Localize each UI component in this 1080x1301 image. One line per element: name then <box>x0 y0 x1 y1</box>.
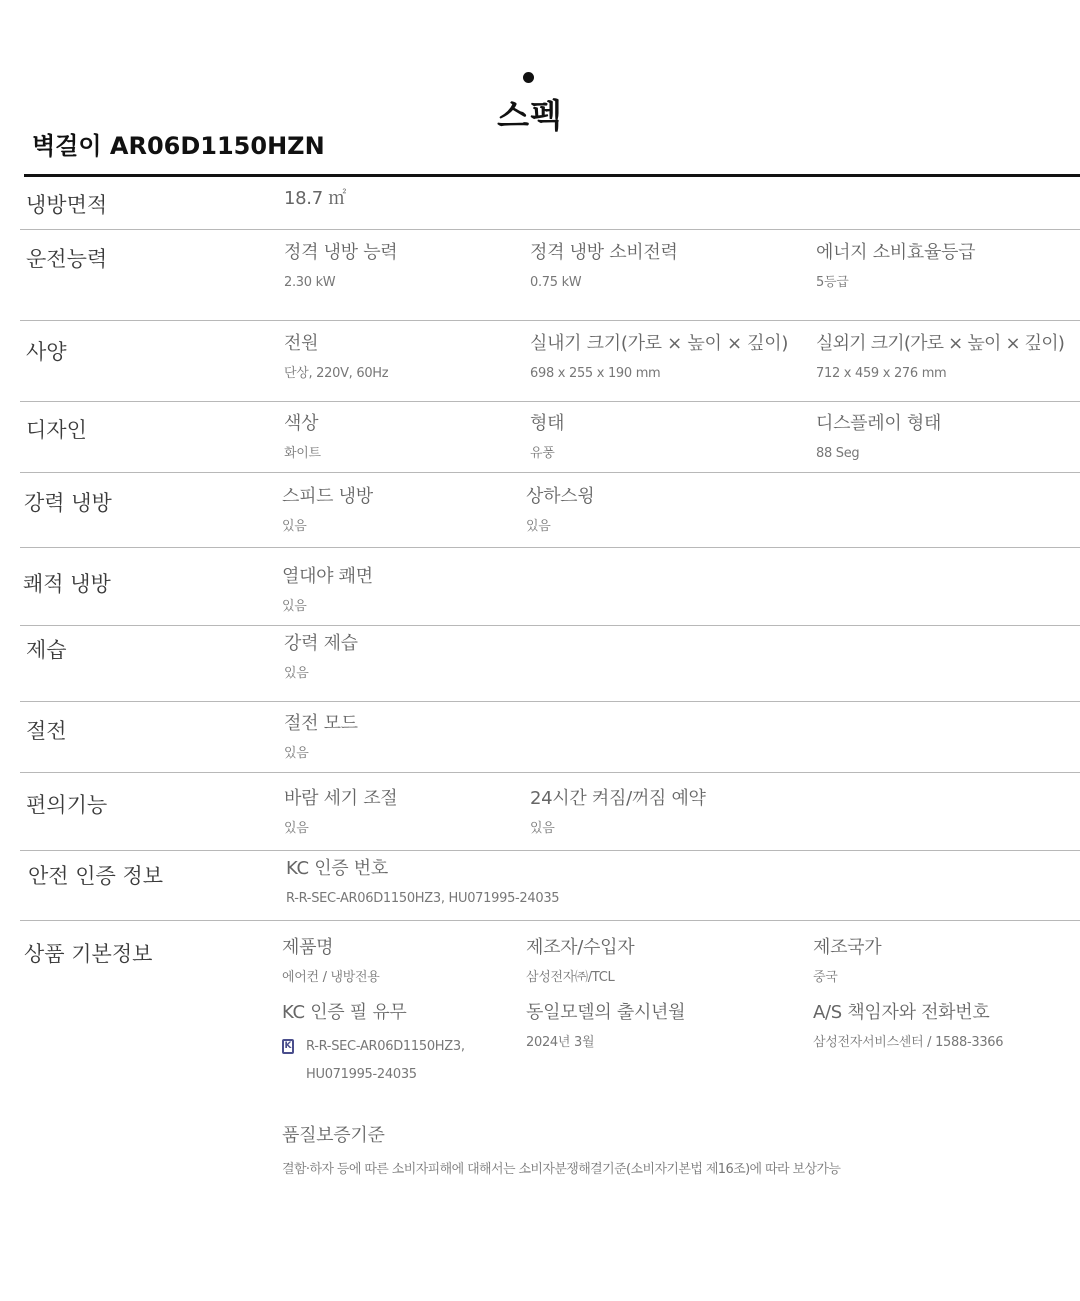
spec-value: 있음 <box>284 746 309 761</box>
spec-value: 0.75 kW <box>530 275 582 290</box>
spec-label: 색상 <box>284 413 319 434</box>
category-label: 사양 <box>26 340 67 364</box>
spec-label: 스피드 냉방 <box>282 486 373 507</box>
spec-label: 실내기 크기(가로 × 높이 × 깊이) <box>530 333 789 354</box>
spec-label: 열대야 쾌면 <box>282 566 373 587</box>
spec-label: KC 인증 필 유무 <box>282 1002 407 1023</box>
spec-row-spec <box>20 321 1080 402</box>
spec-value: 삼성전자서비스센터 / 1588-3366 <box>813 1035 1004 1050</box>
spec-value: R-R-SEC-AR06D1150HZ3, HU071995-24035 <box>286 891 560 906</box>
spec-value: 화이트 <box>284 446 321 461</box>
spec-item <box>284 333 388 382</box>
spec-item <box>813 937 881 986</box>
spec-item <box>526 1002 685 1051</box>
spec-item <box>530 413 564 462</box>
spec-value: 삼성전자㈜/TCL <box>526 970 615 985</box>
spec-item <box>530 788 706 837</box>
spec-label: 동일모델의 출시년월 <box>526 1002 686 1023</box>
spec-row-saving <box>20 702 1080 773</box>
spec-label: 절전 모드 <box>284 713 358 734</box>
spec-item <box>816 333 1064 382</box>
spec-value: 에어컨 / 냉방전용 <box>282 970 380 985</box>
spec-item <box>813 1002 1003 1051</box>
spec-label: 전원 <box>284 333 319 354</box>
spec-item <box>284 788 397 837</box>
spec-item <box>284 242 397 291</box>
spec-label: 제조자/수입자 <box>526 937 635 958</box>
spec-row-basic <box>20 921 1080 1191</box>
spec-item <box>816 413 941 462</box>
spec-value: 5등급 <box>816 275 849 290</box>
spec-row-dehumid <box>20 626 1080 702</box>
spec-item <box>284 413 321 462</box>
spec-item <box>530 333 788 382</box>
spec-value: R-R-SEC-AR06D1150HZ3, HU071995-24035 <box>306 1039 465 1082</box>
spec-value: 유풍 <box>530 446 555 461</box>
spec-label: 상하스윙 <box>526 486 595 507</box>
spec-label: 품질보증기준 <box>282 1125 385 1146</box>
spec-label: A/S 책임자와 전화번호 <box>813 1002 990 1023</box>
spec-value: 698 x 255 x 190 mm <box>530 366 661 381</box>
spec-item <box>284 713 358 762</box>
category-label: 디자인 <box>26 418 87 442</box>
spec-value: 있음 <box>284 821 309 836</box>
spec-item <box>282 486 373 535</box>
spec-label: KC 인증 번호 <box>286 858 388 879</box>
category-label: 강력 냉방 <box>24 491 112 515</box>
spec-label: 바람 세기 조절 <box>284 788 398 809</box>
spec-row-capacity <box>20 230 1080 321</box>
spec-value: 18.7 ㎡ <box>284 188 346 209</box>
category-label: 편의기능 <box>26 793 108 817</box>
spec-row-area <box>20 177 1080 230</box>
spec-label: 에너지 소비효율등급 <box>816 242 976 263</box>
category-label: 안전 인증 정보 <box>28 864 164 888</box>
spec-row-comfort-cooling <box>20 548 1080 626</box>
spec-item <box>284 188 346 210</box>
title-dot-icon <box>523 72 534 83</box>
spec-label: 강력 제습 <box>284 633 358 654</box>
spec-label: 제품명 <box>282 937 334 958</box>
spec-item <box>282 1125 840 1177</box>
spec-row-power-cooling <box>20 473 1080 548</box>
spec-item <box>286 858 559 907</box>
spec-item <box>530 242 678 291</box>
category-label: 운전능력 <box>26 247 108 271</box>
spec-label: 실외기 크기(가로 × 높이 × 깊이) <box>816 333 1065 354</box>
spec-value: 712 x 459 x 276 mm <box>816 366 947 381</box>
spec-value: 결함·하자 등에 따른 소비자피해에 대해서는 소비자분쟁해결기준(소비자기본법 제16조)에 따라 보상가능 <box>282 1162 841 1177</box>
model-name: 벽걸이 AR06D1150HZN <box>32 132 325 160</box>
spec-label: 형태 <box>530 413 565 434</box>
kc-mark-icon: K <box>282 1039 294 1054</box>
spec-value: 2.30 kW <box>284 275 336 290</box>
spec-item <box>282 1002 496 1089</box>
category-label: 상품 기본정보 <box>24 942 153 966</box>
spec-item <box>282 566 373 615</box>
category-label: 절전 <box>26 719 67 743</box>
category-label: 제습 <box>26 638 67 662</box>
spec-item <box>526 937 634 986</box>
spec-value: 있음 <box>530 821 555 836</box>
spec-label: 디스플레이 형태 <box>816 413 942 434</box>
spec-label: 정격 냉방 소비전력 <box>530 242 678 263</box>
spec-row-safety <box>20 851 1080 921</box>
spec-value: 2024년 3월 <box>526 1035 595 1050</box>
spec-label: 24시간 켜짐/꺼짐 예약 <box>530 788 706 809</box>
spec-row-design <box>20 402 1080 473</box>
category-label: 냉방면적 <box>26 193 108 217</box>
spec-value: 있음 <box>526 519 551 534</box>
spec-value: 있음 <box>282 519 307 534</box>
spec-value: 있음 <box>282 599 307 614</box>
spec-value: 중국 <box>813 970 838 985</box>
spec-item <box>282 937 380 986</box>
spec-label: 제조국가 <box>813 937 882 958</box>
spec-value: 단상, 220V, 60Hz <box>284 366 389 381</box>
category-label: 쾌적 냉방 <box>23 572 111 596</box>
page-title: 스펙 <box>497 96 563 135</box>
spec-row-convenience <box>20 773 1080 851</box>
spec-value: 있음 <box>284 666 309 681</box>
spec-item <box>526 486 594 535</box>
spec-item <box>284 633 358 682</box>
spec-item <box>816 242 975 291</box>
spec-value: 88 Seg <box>816 446 860 461</box>
spec-label: 정격 냉방 능력 <box>284 242 398 263</box>
